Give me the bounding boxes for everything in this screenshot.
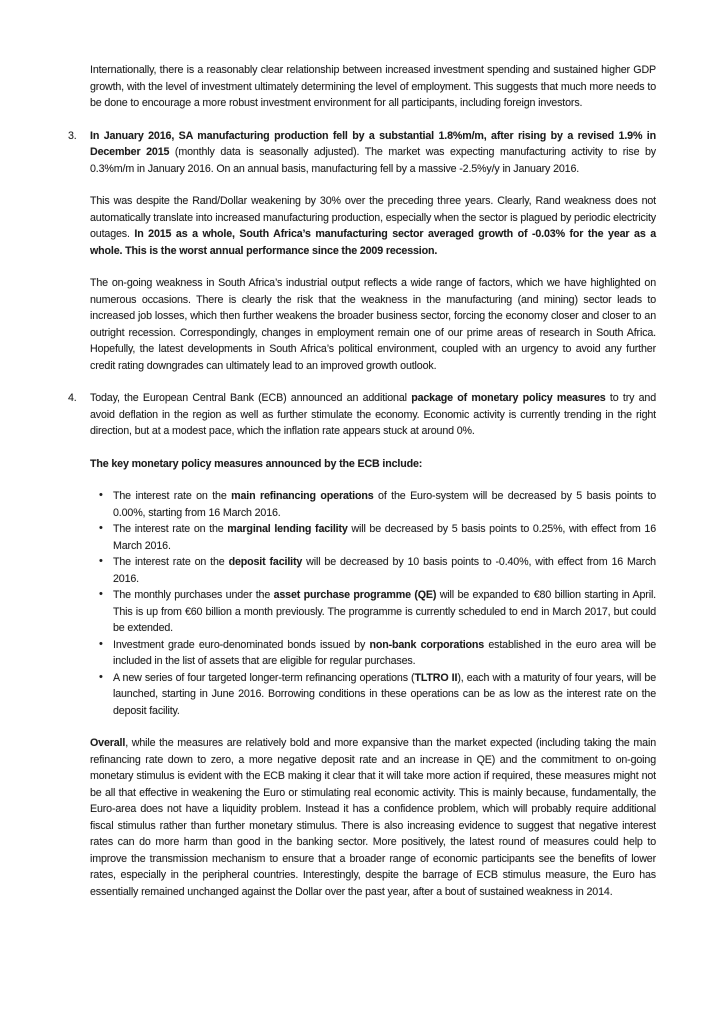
- bullet-icon: •: [99, 637, 103, 650]
- text-run-group: [90, 130, 656, 175]
- text-run: established in the euro area will be included in the list of assets that are eligible for regular purchases.: [113, 638, 656, 667]
- text-run: This was despite the Rand/Dollar weakening by 30% over the preceding three years. Clearly, Rand weakness does not automatically translate into increased manufacturing production, especially when the sector is plagued by periodic electricity outages.: [90, 195, 656, 240]
- text-run: The on-going weakness in South Africa’s industrial output reflects a wide range of factors, which we have highlighted on numerous occasions. There is clearly the risk that the weakness in the manufacturing (and mining) sector leads to increased job losses, which then further weakens the broader business sector, forcing the economy closer and closer to an outright recession. Correspondingly, changes in employment remain one of our prime areas of research in South Africa. Hopefully, the latest developments in South Africa’s political environment, coupled with an urgency to avoid any further credit rating downgrades can ultimately lead to an improved growth outlook.: [90, 277, 656, 372]
- bold-text-run: TLTRO II: [414, 671, 458, 684]
- bold-text-run: marginal lending facility: [227, 523, 348, 535]
- text-run: , while the measures are relatively bold and more expansive than the market expected (including taking the main refinancing rate down to zero, a more negative deposit rate and an increase in QE) and the commitment to on-going monetary stimulus is evident with the ECB making it clear that it will take more action if required, these measures might not be all that effective in weakening the Euro or stimulating real economic activity. This is mainly because, fundamentally, the Euro-area does not have a liquidity problem. Instead it has a confidence problem, which will probably require additional fiscal stimulus rather than further monetary stimulus. There is also increasing evidence to suggest that negative interest rates can do more harm than good in the banking sector. More positively, the latest round of measures could help to improve the transmission mechanism to ensure that a broader range of economic participants see the benefits of lower rates, especially in the peripheral countries. Interestingly, despite the barrage of ECB stimulus measure, the Euro has essentially remained unchanged against the Dollar over the past year, after a bout of sustained weakness in 2014.: [90, 737, 656, 898]
- bold-text-run: Overall: [90, 737, 126, 749]
- bold-text-run: package of monetary policy measures: [411, 392, 606, 404]
- text-run-group: [90, 392, 656, 437]
- text-run: Internationally, there is a reasonably clear relationship between increased investment spending and sustained higher GDP growth, with the level of investment ultimately determining the level of employment. This suggests that much more needs to be done to encourage a more robust investment environment for all participants, including foreign investors.: [90, 64, 656, 109]
- text-run-group: [90, 737, 656, 898]
- numbered-item: [68, 128, 656, 178]
- bold-text-run: deposit facility: [228, 556, 303, 568]
- text-run: Investment grade euro-denominated bonds issued by: [113, 638, 370, 651]
- text-run: (monthly data is seasonally adjusted). The market was expecting manufacturing activity to rise by 0.3%m/m in January 2016. On an annual basis, manufacturing fell by a massive -2.5%y/y in January 2016.: [90, 146, 656, 175]
- bullet-icon: •: [99, 522, 103, 534]
- text-run-group: [113, 490, 656, 519]
- paragraph: [90, 62, 656, 112]
- text-run: will be decreased by 10 basis points to -0.40%, with effect from 16 March 2016.: [113, 556, 656, 585]
- text-run-group: [90, 64, 656, 109]
- paragraph: [90, 275, 656, 374]
- bold-text-run: The key monetary policy measures announced by the ECB include:: [90, 457, 423, 470]
- document-body: [68, 62, 657, 916]
- text-run: The interest rate on the: [113, 556, 229, 568]
- bullet-icon: •: [99, 555, 103, 567]
- bullet-item: [90, 587, 656, 637]
- text-run: ), each with a maturity of four years, will be launched, starting in June 2016. Borrowing conditions in these operations can be as low as the interest rate on the deposit facility.: [113, 671, 657, 717]
- text-run: will be expanded to €80 billion starting in April. This is up from €60 billion a month previously. The programme is currently scheduled to end in March 2017, but could be extended.: [113, 589, 656, 634]
- numbered-item: [68, 390, 657, 440]
- list-number: 4.: [68, 392, 77, 404]
- bold-text-run: In January 2016, SA manufacturing production fell by a substantial 1.8%m/m, after rising by a revised 1.9% in December 2015: [90, 129, 656, 158]
- text-run: A new series of four targeted longer-term refinancing operations (: [113, 671, 415, 684]
- text-run-group: [113, 639, 656, 668]
- text-run: The monthly purchases under the: [113, 589, 274, 601]
- text-run-group: [90, 458, 422, 470]
- bullet-item: [90, 554, 656, 587]
- bold-text-run: In 2015 as a whole, South Africa’s manufacturing sector averaged growth of -0.03% for the year as a whole. This is the worst annual performance since the 2009 recession.: [90, 228, 656, 257]
- bullet-icon: •: [99, 670, 103, 683]
- bullet-item: [90, 488, 656, 521]
- text-run-group: [113, 523, 656, 552]
- list-number: 3.: [68, 129, 77, 142]
- bullet-item: [90, 670, 656, 720]
- text-run-group: [90, 277, 656, 372]
- text-run: of the Euro-system will be decreased by 5 basis points to 0.00%, starting from 16 March 2016.: [113, 490, 656, 519]
- bullet-item: [90, 637, 656, 670]
- bold-text-run: non-bank corporations: [369, 638, 485, 651]
- text-run: The interest rate on the: [113, 490, 232, 502]
- paragraph: [90, 193, 656, 259]
- bullet-icon: •: [99, 489, 103, 501]
- text-run: will be decreased by 5 basis points to 0.25%, with effect from 16 March 2016.: [113, 523, 656, 552]
- bold-text-run: asset purchase programme (QE): [273, 589, 437, 601]
- bullet-item: [90, 521, 656, 554]
- text-run: Today, the European Central Bank (ECB) announced an additional: [90, 392, 412, 404]
- text-run-group: [113, 556, 656, 585]
- text-run-group: [90, 195, 656, 257]
- text-run-group: [113, 589, 656, 634]
- paragraph: [90, 735, 656, 900]
- text-run-group: [113, 672, 656, 717]
- section-heading: [90, 456, 656, 473]
- text-run: The interest rate on the: [113, 523, 228, 535]
- bullet-icon: •: [99, 588, 103, 600]
- text-run: to try and avoid deflation in the region as well as further stimulate the economy. Economic activity is currently trending in the right direction, but at a modest pace, which the inflation rate appears stuck at around 0%.: [90, 392, 657, 437]
- bold-text-run: main refinancing operations: [231, 490, 374, 502]
